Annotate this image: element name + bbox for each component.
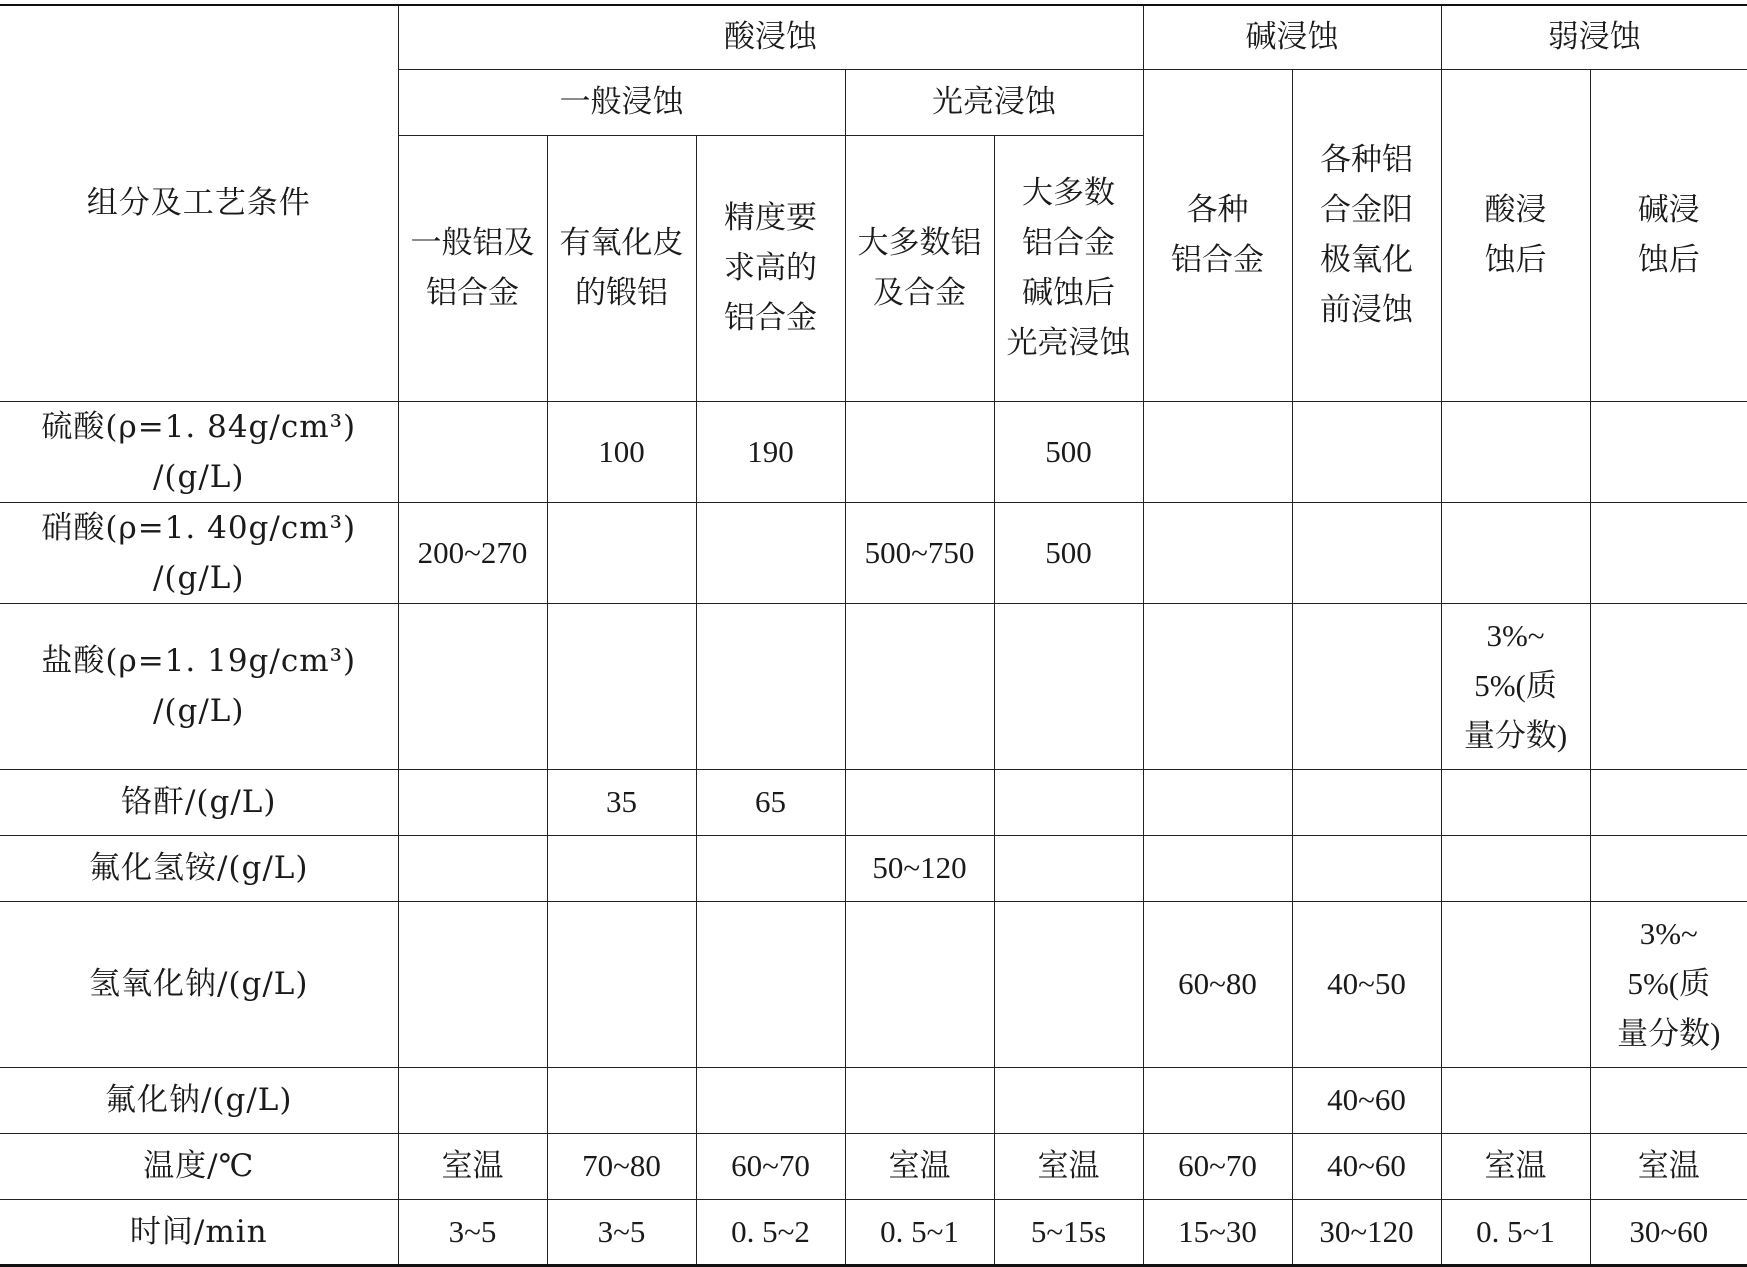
table-cell <box>547 901 696 1067</box>
table-cell: 190 <box>696 401 845 502</box>
table-cell <box>994 603 1143 769</box>
table-cell <box>1441 901 1590 1067</box>
row-label-text: 氟化钠/(g/L) <box>104 1082 293 1118</box>
table-cell <box>1143 603 1292 769</box>
table-cell <box>1292 401 1441 502</box>
row-label-text: 氢氧化钠/(g/L) <box>88 966 309 1002</box>
row-label <box>0 502 398 603</box>
row-label-text: 氟化氢铵/(g/L) <box>88 850 309 886</box>
table-cell: 室温 <box>398 1133 547 1199</box>
table-cell <box>994 835 1143 901</box>
header-col-7 <box>1292 69 1441 401</box>
header-col-2-label: 有氧化皮 的锻铝 <box>559 225 684 311</box>
table-cell: 5~15s <box>994 1199 1143 1265</box>
row-label-text: 盐酸(ρ=1. 19g/cm³) /(g/L) <box>41 643 357 729</box>
table-cell: 0. 5~1 <box>1441 1199 1590 1265</box>
row-label <box>0 401 398 502</box>
table-cell <box>1441 401 1590 502</box>
header-subgroup-general <box>398 69 845 135</box>
table-cell: 30~120 <box>1292 1199 1441 1265</box>
table-cell <box>1590 1067 1747 1133</box>
header-subgroup-general-label: 一般浸蚀 <box>559 84 684 120</box>
table-cell: 50~120 <box>845 835 994 901</box>
table-cell <box>1441 603 1590 769</box>
table-cell: 500~750 <box>845 502 994 603</box>
table-cell: 30~60 <box>1590 1199 1747 1265</box>
table-cell: 0. 5~1 <box>845 1199 994 1265</box>
table-cell <box>845 769 994 835</box>
table-cell <box>1143 502 1292 603</box>
table-cell: 室温 <box>845 1133 994 1199</box>
table-cell <box>1590 769 1747 835</box>
header-col-9-label: 碱浸 蚀后 <box>1637 192 1700 278</box>
table-cell: 200~270 <box>398 502 547 603</box>
table-cell <box>1292 502 1441 603</box>
row-label <box>0 901 398 1067</box>
table-cell: 0. 5~2 <box>696 1199 845 1265</box>
table-cell: 500 <box>994 401 1143 502</box>
header-col-6 <box>1143 69 1292 401</box>
table-cell: 40~60 <box>1292 1133 1441 1199</box>
header-col-3-label: 精度要 求高的 铝合金 <box>724 200 817 336</box>
table-cell <box>398 769 547 835</box>
table-row <box>0 401 1747 502</box>
table-row <box>0 769 1747 835</box>
table-cell <box>845 1067 994 1133</box>
table-cell <box>845 603 994 769</box>
header-subgroup-bright <box>845 69 1143 135</box>
table-cell <box>1441 502 1590 603</box>
table-cell <box>398 835 547 901</box>
header-row-groups <box>0 5 1747 69</box>
header-group-acid <box>398 5 1143 69</box>
table-cell: 3~5 <box>398 1199 547 1265</box>
table-cell <box>1590 502 1747 603</box>
table-cell: 65 <box>696 769 845 835</box>
table-cell <box>1590 901 1747 1067</box>
header-col-8-label: 酸浸 蚀后 <box>1484 192 1547 278</box>
table-cell <box>1143 835 1292 901</box>
table-cell <box>1441 769 1590 835</box>
table-cell: 40~60 <box>1292 1067 1441 1133</box>
table-cell <box>547 603 696 769</box>
table-row <box>0 603 1747 769</box>
table-cell <box>696 502 845 603</box>
header-subgroup-bright-label: 光亮浸蚀 <box>932 84 1057 120</box>
table-cell <box>1143 401 1292 502</box>
table-cell: 100 <box>547 401 696 502</box>
table-cell: 60~70 <box>696 1133 845 1199</box>
table-cell: 室温 <box>1590 1133 1747 1199</box>
table-cell <box>845 901 994 1067</box>
row-label-text: 铬酐/(g/L) <box>120 784 277 820</box>
row-label <box>0 835 398 901</box>
table-cell <box>1292 835 1441 901</box>
table-cell <box>994 769 1143 835</box>
row-label <box>0 1133 398 1199</box>
table-cell: 15~30 <box>1143 1199 1292 1265</box>
header-col-1 <box>398 135 547 401</box>
row-label <box>0 769 398 835</box>
header-group-weak-label: 弱浸蚀 <box>1547 19 1641 56</box>
table-cell <box>547 835 696 901</box>
table-cell: 500 <box>994 502 1143 603</box>
header-col-1-label: 一般铝及 铝合金 <box>410 225 535 311</box>
header-col-3 <box>696 135 845 401</box>
header-col-5 <box>994 135 1143 401</box>
table-cell <box>1590 603 1747 769</box>
header-corner-label: 组分及工艺条件 <box>86 185 311 222</box>
table-row <box>0 1067 1747 1133</box>
table-cell: 室温 <box>1441 1133 1590 1199</box>
table-cell <box>547 502 696 603</box>
table-cell <box>398 603 547 769</box>
table-cell <box>398 401 547 502</box>
table-cell <box>696 835 845 901</box>
table-cell <box>1143 1067 1292 1133</box>
header-col-7-label: 各种铝 合金阳 极氧化 前浸蚀 <box>1320 142 1414 328</box>
header-col-5-label: 大多数 铝合金 碱蚀后 光亮浸蚀 <box>1006 175 1131 361</box>
table-cell <box>994 1067 1143 1133</box>
cell-text: 3%~ 5%(质 量分数) <box>1463 618 1568 753</box>
table-cell <box>1590 835 1747 901</box>
header-group-weak <box>1441 5 1747 69</box>
header-group-alkali-label: 碱浸蚀 <box>1245 19 1339 56</box>
table-cell <box>1441 835 1590 901</box>
cell-text: 3%~ 5%(质 量分数) <box>1617 916 1721 1051</box>
table-row <box>0 901 1747 1067</box>
header-col-4-label: 大多数铝 及合金 <box>857 225 982 311</box>
table-cell <box>398 1067 547 1133</box>
header-col-4 <box>845 135 994 401</box>
table-cell: 60~80 <box>1143 901 1292 1067</box>
table-cell: 70~80 <box>547 1133 696 1199</box>
table-row <box>0 502 1747 603</box>
table-cell <box>1143 769 1292 835</box>
table-cell: 40~50 <box>1292 901 1441 1067</box>
table-cell: 35 <box>547 769 696 835</box>
header-col-8 <box>1441 69 1590 401</box>
header-corner-cell <box>0 5 398 401</box>
table-cell <box>994 901 1143 1067</box>
table-row <box>0 835 1747 901</box>
header-col-2 <box>547 135 696 401</box>
table-cell: 3~5 <box>547 1199 696 1265</box>
table-cell <box>1292 769 1441 835</box>
table-cell: 60~70 <box>1143 1133 1292 1199</box>
table-cell <box>1590 401 1747 502</box>
header-col-6-label: 各种 铝合金 <box>1171 192 1265 278</box>
table-cell <box>845 401 994 502</box>
row-label-text: 时间/min <box>129 1213 268 1250</box>
table-cell: 室温 <box>994 1133 1143 1199</box>
table-cell <box>696 603 845 769</box>
row-label <box>0 1199 398 1265</box>
table-cell <box>1292 603 1441 769</box>
row-label-text: 硫酸(ρ=1. 84g/cm³) /(g/L) <box>41 408 357 495</box>
process-conditions-table <box>0 4 1747 1267</box>
table-row <box>0 1199 1747 1265</box>
row-label-text: 温度/℃ <box>143 1148 255 1184</box>
row-label <box>0 1067 398 1133</box>
row-label-text: 硝酸(ρ=1. 40g/cm³) /(g/L) <box>41 509 357 596</box>
row-label <box>0 603 398 769</box>
header-group-acid-label: 酸浸蚀 <box>724 19 818 56</box>
table-cell <box>398 901 547 1067</box>
table-row <box>0 1133 1747 1199</box>
header-group-alkali <box>1143 5 1441 69</box>
header-col-9 <box>1590 69 1747 401</box>
table-cell <box>696 1067 845 1133</box>
table-cell <box>696 901 845 1067</box>
table-cell <box>1441 1067 1590 1133</box>
table-cell <box>547 1067 696 1133</box>
